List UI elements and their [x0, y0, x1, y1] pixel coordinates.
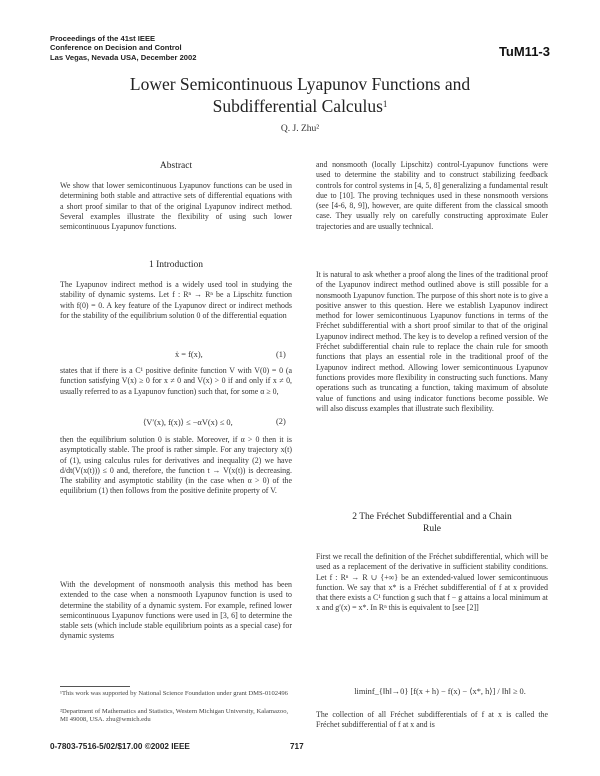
title-footnote-mark: 1 [382, 99, 388, 109]
intro-text: The Lyapunov indirect method is a widely used tool in studying the stability of dynamic systems. Let f : Rⁿ → Rⁿ be a Lipschitz function with f(0) = 0. A key feature of the Lyapunov direct or indirect methods for the stability of the equilibrium solution 0 of the differential equation [60, 280, 292, 320]
conference-line: Proceedings of the 41st IEEE [50, 34, 156, 43]
conference-info [50, 34, 196, 62]
abstract-paragraph: We show that lower semicontinuous Lyapunov functions can be used in determining both stable and attractive sets of differential equations with a short proof similar to that of the original Lyapunov indirect method. Several examples illustrate the flexibility of using such lower semicontinuous Lyapunov functions. [60, 181, 292, 232]
right-paragraph-2 [316, 270, 548, 414]
footnote-1: ¹This work was supported by National Science Foundation under grant DMS-0102496 [60, 690, 288, 697]
body-text: It is natural to ask whether a proof along the lines of the traditional proof of the Lyapunov indirect method outlined above is still possible for a nonsmooth Lyapunov function. The purpose of this short note is to give a positive answer to this question. Here we establish Lyapunov indirect method for lower semicontinuous Lyapunov functions in terms of the Fréchet subdifferential with a short proof similar to that of the original Lyapunov indirect method. The key is to develop a refined version of the Fréchet subdifferential chain rule to replace the chain rule for smooth functions that plays an essential role in the traditional proof of the Lyapunov indirect method. Allowing lower semicontinuous Lyapunov functions provides more flexibility in constructing such functions. Many operations such as truncating a function, taking maximum of absolute value of functions and using indicator functions become possible. We will also discuss examples that illustrate such flexibility. [316, 270, 548, 413]
section-2-heading-line: Rule [423, 524, 441, 534]
isbn-copyright: 0-7803-7516-5/02/$17.00 ©2002 IEEE [50, 742, 190, 751]
body-text: The collection of all Fréchet subdifferentials of f at x is called the Fréchet subdifferential of f at x and is [316, 710, 548, 730]
intro-text: states that if there is a C¹ positive definite function V with V(0) = 0 (a function satisfying V(x) ≥ 0 for x ≠ 0 and V(x) > 0 if and only if x ≠ 0, usually referred to as a Lyapunov function) such that, for some α ≥ 0, [60, 366, 292, 396]
right-paragraph-1 [316, 160, 548, 232]
intro-paragraph-3 [60, 435, 292, 497]
title-line-1: Lower Semicontinuous Lyapunov Functions and [129, 74, 471, 94]
author: Q. J. Zhu² [280, 124, 320, 134]
body-text: and nonsmooth (locally Lipschitz) control-Lyapunov functions were used to determine the stability and to construct stabilizing feedback controls for control systems in [4, 5, 8] generalizing a fundamental result due to [10]. The proving techniques used in these nonsmooth versions (see [4-6, 8, 9]), however, are quite different from the classical smooth case. They usually rely on carefully constructing approximate Euler trajectories and are usually technical. [316, 160, 548, 231]
equation-2-number: (2) [276, 417, 286, 426]
abstract-text [60, 181, 292, 232]
right-paragraph-3 [316, 552, 548, 614]
session-code: TuM11-3 [498, 44, 550, 59]
section-2-heading-line: 2 The Fréchet Subdifferential and a Chain [352, 512, 512, 522]
section-1-heading: 1 Introduction [148, 260, 204, 270]
equation-1: ẋ = f(x), [175, 350, 203, 359]
intro-paragraph-2 [60, 366, 292, 397]
body-text: First we recall the definition of the Fréchet subdifferential, which will be used as a replacement of the derivative in sufficient stability conditions. Let f : Rⁿ → R ∪ {+∞} be an extended-valued lower semicontinuous function. We say that x* is a Fréchet subdifferential of f at x provided that there exists a C¹ function g such that f − g attains a local minimum at x and g′(x) = x*. In Rⁿ this is equivalent to [see [2]] [316, 552, 548, 613]
paper-title [40, 73, 560, 117]
page-number: 717 [290, 742, 304, 751]
conference-line: Las Vegas, Nevada USA, December 2002 [50, 52, 197, 62]
equation-1-number: (1) [276, 350, 286, 359]
equation-2: ⟨V′(x), f(x)⟩ ≤ −αV(x) ≤ 0, [143, 418, 233, 427]
intro-paragraph-1 [60, 280, 292, 321]
conference-line: Conference on Decision and Control [50, 43, 182, 53]
intro-text: then the equilibrium solution 0 is stable. Moreover, if α > 0 then it is asymptotically stable. The proof is rather simple. For any trajectory x(t) of (1), using calculus rules for derivatives and inequality (2) we have d/dt(V(x(t))) ≤ 0 and, therefore, the function t → V(x(t)) is decreasing. The stability and asymptotic stability (in the case when α > 0) of the equilibrium (1) then follows from the positive definite property of V. [60, 435, 292, 496]
section-2-heading [316, 511, 548, 535]
footnote-2: ²Department of Mathematics and Statistics, Western Michigan University, Kalamazoo, MI 49008, USA. zhu@wmich.edu [60, 708, 289, 724]
intro-paragraph-4 [60, 580, 292, 642]
equation-3: liminf_{‖h‖→0} [f(x + h) − f(x) − ⟨x*, h⟩] / ‖h‖ ≥ 0. [354, 687, 526, 696]
title-line-2: Subdifferential Calculus [212, 96, 383, 116]
right-paragraph-4 [316, 710, 548, 731]
intro-text: With the development of nonsmooth analysis this method has been extended to the case when a nonsmooth Lyapunov function is used to determine the stability of a dynamic system. For example, refined lower semicontinuous Lyapunov functions were used in [3, 6] to determine the stable sets (which include stable equilibrium points as a special case) for dynamic systems [60, 580, 292, 641]
abstract-heading: Abstract [159, 161, 193, 171]
footnote-rule [60, 686, 130, 687]
